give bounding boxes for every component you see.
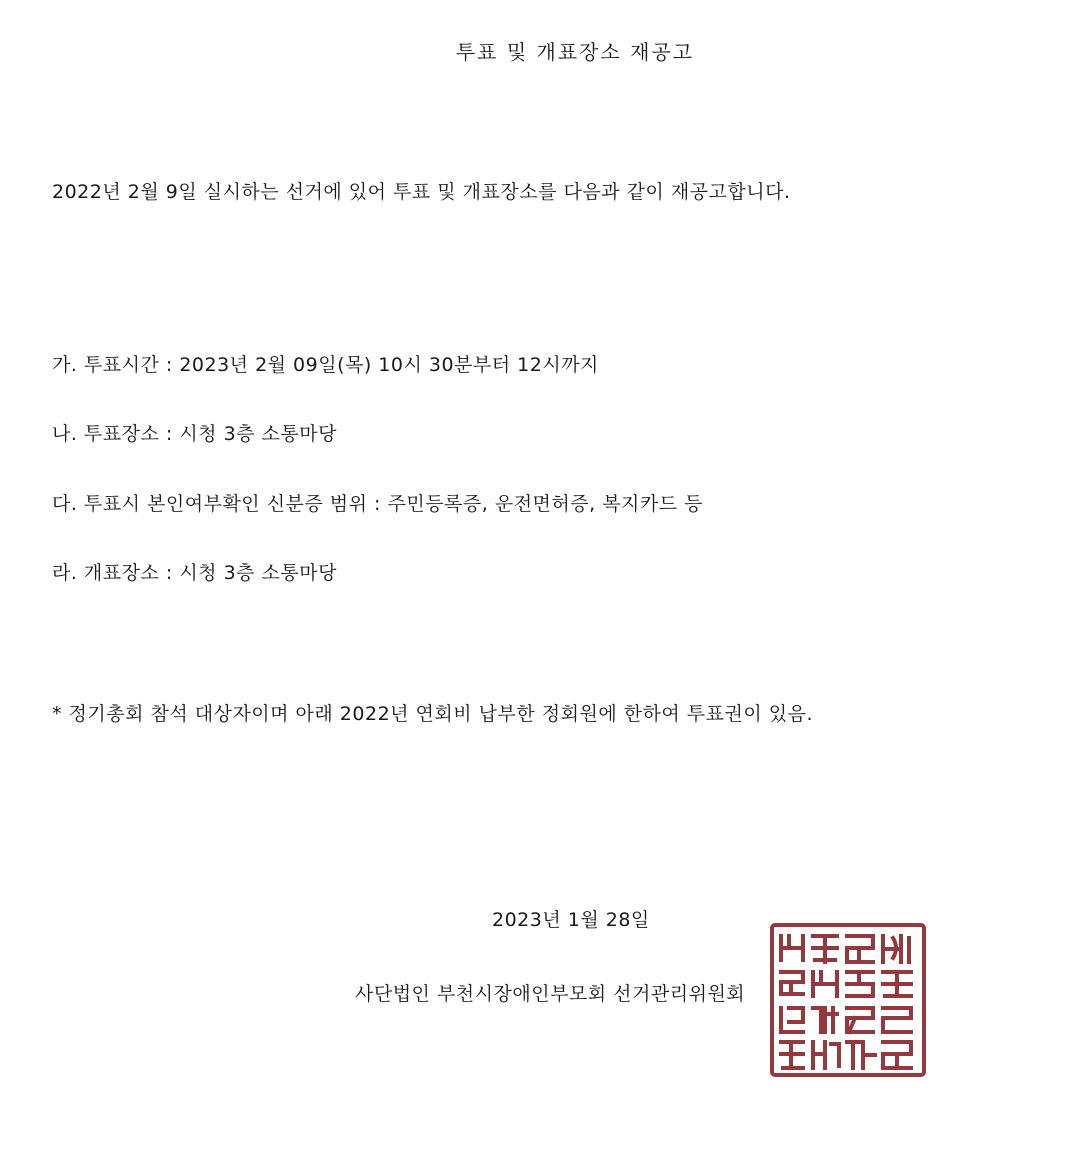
- notice-item-voting-place: 나. 투표장소 : 시청 3층 소통마당: [52, 423, 337, 445]
- notice-intro: 2022년 2월 9일 실시하는 선거에 있어 투표 및 개표장소를 다음과 같이 재공고합니다.: [52, 181, 791, 203]
- notice-date: 2023년 1월 28일: [492, 909, 650, 931]
- notice-note: * 정기총회 참석 대상자이며 아래 2022년 연회비 납부한 정회원에 한하여 투표권이 있음.: [52, 703, 814, 725]
- official-seal: [769, 922, 927, 1078]
- issuing-organization: 사단법인 부천시장애인부모회 선거관리위원회: [355, 983, 746, 1005]
- notice-item-counting-place: 라. 개표장소 : 시청 3층 소통마당: [52, 562, 337, 584]
- notice-title: 투표 및 개표장소 재공고: [455, 40, 695, 64]
- notice-item-voting-time: 가. 투표시간 : 2023년 2월 09일(목) 10시 30분부터 12시까지: [52, 354, 599, 376]
- notice-item-id-range: 다. 투표시 본인여부확인 신분증 범위 : 주민등록증, 운전면허증, 복지카드 등: [52, 493, 703, 515]
